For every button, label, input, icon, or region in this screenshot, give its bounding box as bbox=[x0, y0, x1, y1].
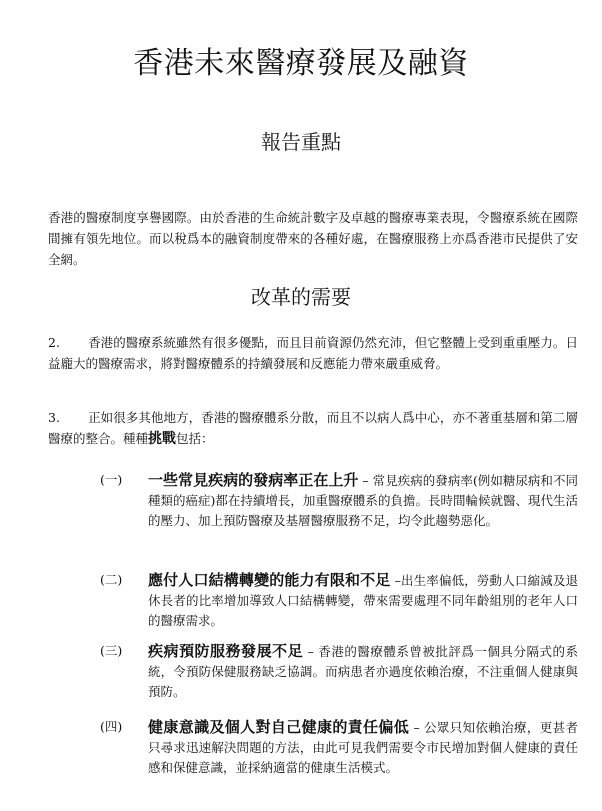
paragraph-emphasis: 挑戰 bbox=[148, 431, 177, 447]
paragraph-3 bbox=[48, 407, 578, 450]
paragraph-text-end: 包括： bbox=[176, 431, 214, 446]
paragraph-text: 香港的醫療系統雖然有很多優點，而且目前資源仍然充沛，但它整體上受到重重壓力。日益龐大的醫療需求，將對醫療體系的持續發展和反應能力帶來嚴重威脅。 bbox=[48, 335, 578, 371]
document-subtitle: 報告重點 bbox=[261, 130, 341, 154]
item-marker: (三) bbox=[100, 643, 123, 658]
item-body bbox=[148, 470, 578, 531]
intro-paragraph: 香港的醫療制度享譽國際。由於香港的生命統計數字及卓越的醫療專業表現，令醫療系統在國際間擁有領先地位。而以稅爲本的融資制度帶來的各種好處，在醫療服務上亦爲香港市民提供了安全網。 bbox=[48, 210, 578, 267]
item-marker: (二) bbox=[100, 572, 123, 587]
document-title: 香港未來醫療發展及融資 bbox=[133, 46, 469, 81]
item-marker: (一) bbox=[100, 472, 123, 487]
paragraph-number: 3. bbox=[48, 410, 60, 425]
item-text: – 公眾只知依賴治療，更甚者只尋求迅速解決問題的方法，由此可見我們需要令市民增加對個人健康的責任感和保健意識，並採納適當的健康生活模式。 bbox=[148, 720, 578, 775]
item-heading: 應付人口結構轉變的能力有限和不足 bbox=[148, 571, 391, 589]
item-body bbox=[148, 641, 578, 702]
item-text: – 常見疾病的發病率(例如糖尿病和不同種類的癌症)都在持續增長，加重醫療體系的負擔。長時間輪候就醫、現代生活的壓力、加上預防醫療及基層醫療服務不足，均令此趨勢惡化。 bbox=[148, 473, 578, 528]
item-heading: 疾病預防服務發展不足 bbox=[148, 642, 304, 660]
paragraph-number: 2. bbox=[48, 335, 60, 350]
section-heading: 改革的需要 bbox=[251, 285, 351, 309]
item-marker: (四) bbox=[100, 719, 123, 734]
paragraph-text: 正如很多其他地方，香港的醫療體系分散，而且不以病人爲中心，亦不著重基層和第二層醫療的整合。種種 bbox=[48, 410, 578, 446]
paragraph-2 bbox=[48, 332, 578, 374]
item-text: –出生率偏低，勞動人口縮減及退休長者的比率增加導致人口結構轉變，帶來需要處理不同年齡組別的老年人口的醫療需求。 bbox=[148, 573, 578, 628]
item-body bbox=[148, 570, 578, 631]
item-heading: 一些常見疾病的發病率正在上升 bbox=[148, 471, 359, 489]
item-text: – 香港的醫療體系曾被批評爲一個具分隔式的系統，令預防保健服務缺乏協調。而病患者亦過度依賴治療，不注重個人健康與預防。 bbox=[148, 644, 578, 699]
item-body bbox=[148, 717, 578, 778]
item-heading: 健康意識及個人對自己健康的責任偏低 bbox=[148, 718, 410, 736]
